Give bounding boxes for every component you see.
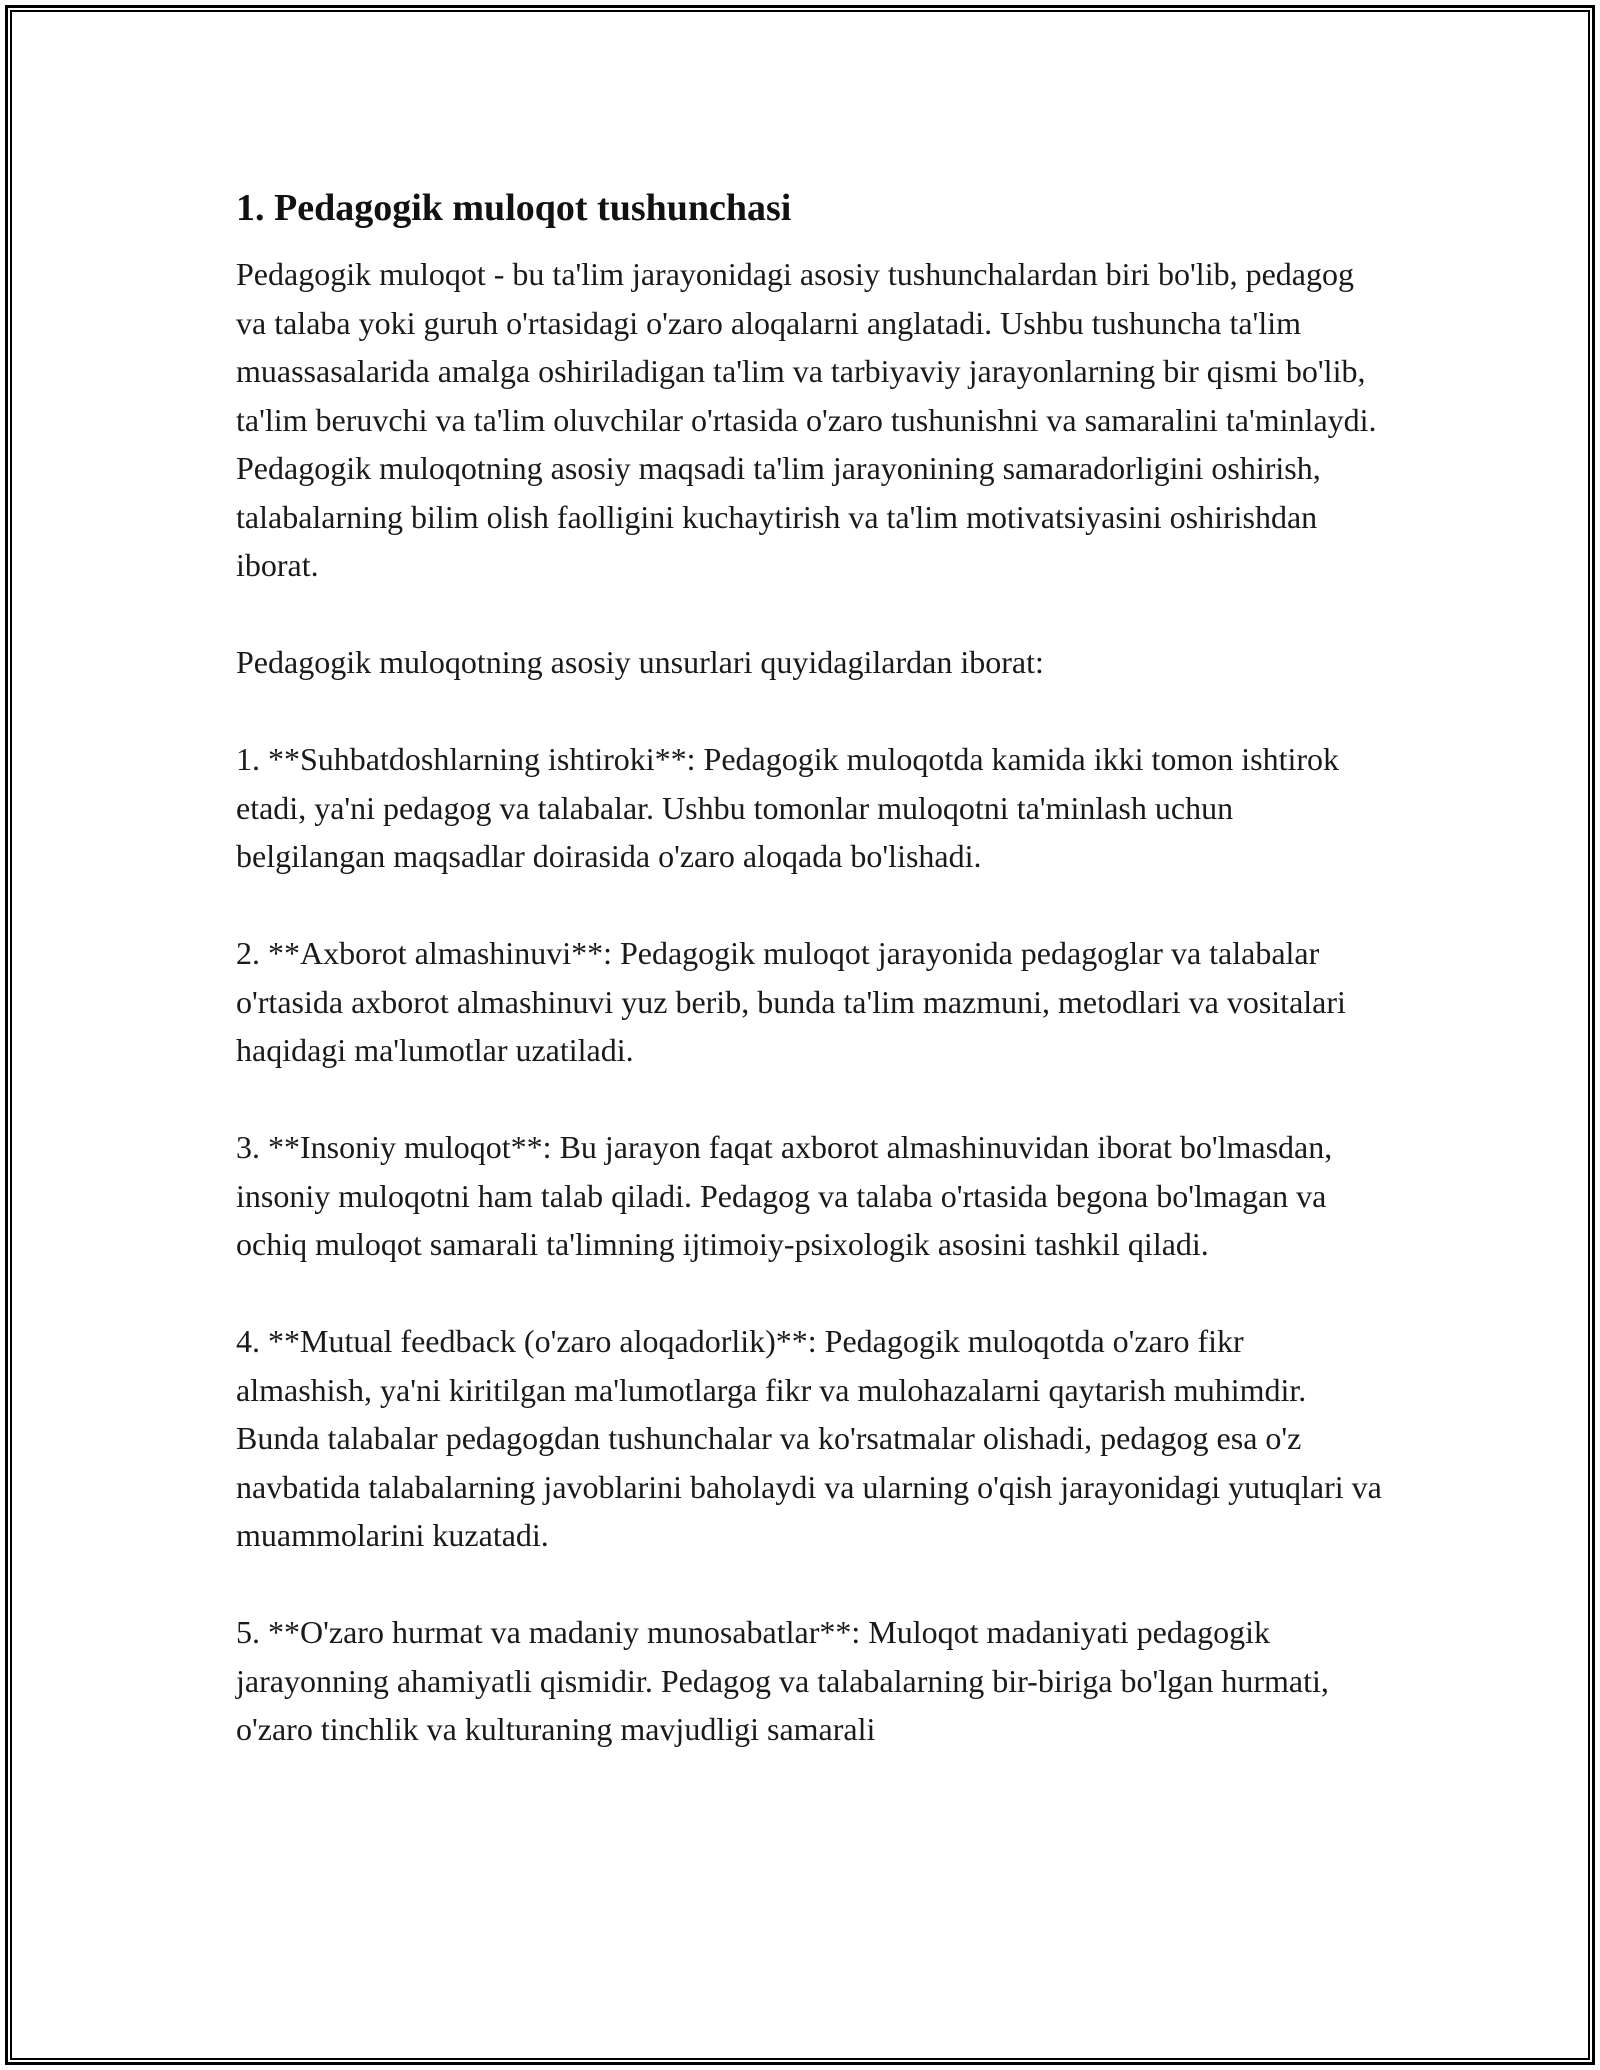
list-item-information-exchange: 2. **Axborot almashinuvi**: Pedagogik muloqot jarayonida pedagoglar va talabalar o'rtasida axborot almashinuvi yuz berib, bunda ta'lim mazmuni, metodlari va vositalari haqidagi ma'lumotlar uzatiladi.	[236, 935, 1346, 1068]
list-item-mutual-feedback: 4. **Mutual feedback (o'zaro aloqadorlik)**: Pedagogik muloqotda o'zaro fikr almashish, ya'ni kiritilgan ma'lumotlarga fikr va mulohazalarni qaytarish muhimdir. Bunda talabalar pedagogdan tushunchalar va ko'rsatmalar olishadi, pedagog esa o'z navbatida talabalarning javoblarini baholaydi va ularning o'qish jarayonidagi yutuqlari va muammolarini kuzatadi.	[236, 1323, 1382, 1553]
elements-lead-paragraph: Pedagogik muloqotning asosiy unsurlari quyidagilardan iborat:	[236, 644, 1044, 680]
list-item-participants: 1. **Suhbatdoshlarning ishtiroki**: Pedagogik muloqotda kamida ikki tomon ishtirok etadi, ya'ni pedagog va talabalar. Ushbu tomonlar muloqotni ta'minlash uchun belgilangan maqsadlar doirasida o'zaro aloqada bo'lishadi.	[236, 741, 1340, 874]
list-item-mutual-respect: 5. **O'zaro hurmat va madaniy munosabatlar**: Muloqot madaniyati pedagogik jarayonning ahamiyatli qismidir. Pedagog va talabalarning bir-biriga bo'lgan hurmati, o'zaro tinchlik va kulturaning mavjudligi samarali	[236, 1614, 1329, 1747]
document-body	[236, 182, 1386, 1802]
section-title: 1. Pedagogik muloqot tushunchasi	[236, 187, 792, 229]
list-item-human-communication: 3. **Insoniy muloqot**: Bu jarayon faqat axborot almashinuvidan iborat bo'lmasdan, insoniy muloqotni ham talab qiladi. Pedagog va talaba o'rtasida begona bo'lmagan va ochiq muloqot samarali ta'limning ijtimoiy-psixologik asosini tashkil qiladi.	[236, 1129, 1333, 1262]
intro-paragraph: Pedagogik muloqot - bu ta'lim jarayonidagi asosiy tushunchalardan biri bo'lib, pedagog va talaba yoki guruh o'rtasidagi o'zaro aloqalarni anglatadi. Ushbu tushuncha ta'lim muassasalarida amalga oshiriladigan ta'lim va tarbiyaviy jarayonlarning bir qismi bo'lib, ta'lim beruvchi va ta'lim oluvchilar o'rtasida o'zaro tushunishni va samaralini ta'minlaydi. Pedagogik muloqotning asosiy maqsadi ta'lim jarayonining samaradorligini oshirish, talabalarning bilim olish faolligini kuchaytirish va ta'lim motivatsiyasini oshirishdan iborat.	[236, 256, 1377, 583]
